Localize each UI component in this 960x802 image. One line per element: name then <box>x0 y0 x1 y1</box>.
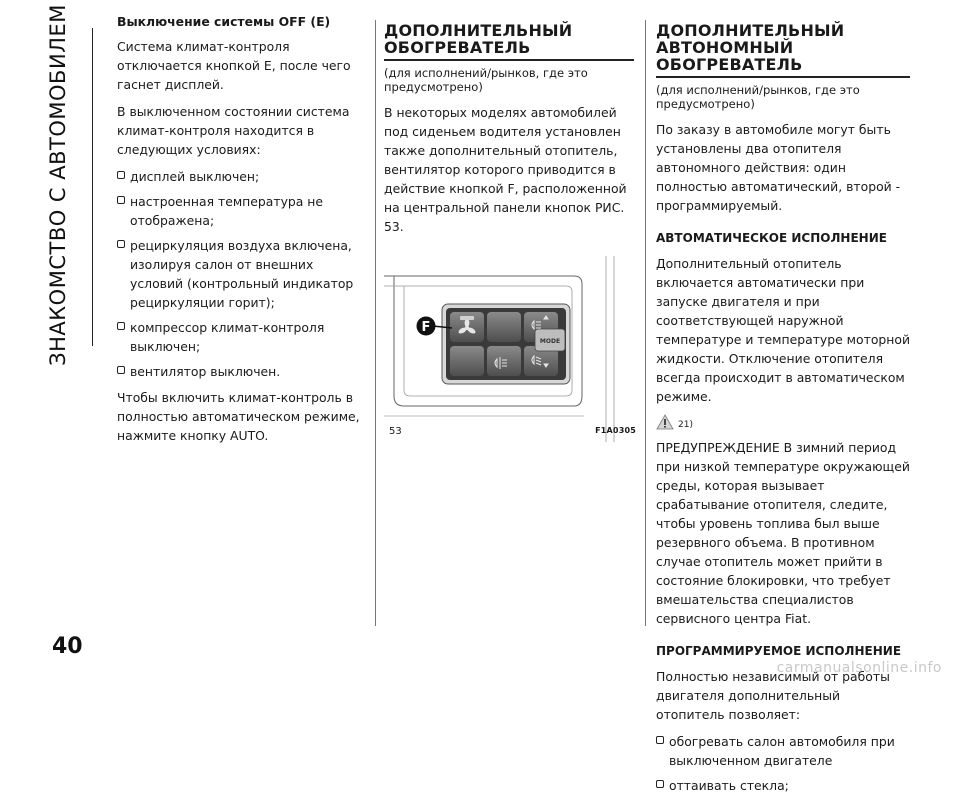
panel-button <box>487 346 521 376</box>
section-heading-aux-heater: ДОПОЛНИТЕЛЬНЫЙ ОБОГРЕВАТЕЛЬ <box>384 22 634 61</box>
paragraph: Чтобы включить климат-контроль в полностью автоматическом режиме, нажмите кнопку AUTO. <box>117 390 360 443</box>
column-divider <box>375 20 376 626</box>
figure-53 <box>384 256 636 442</box>
list-item: компрессор климат-контроля выключен; <box>117 318 365 356</box>
column-1 <box>117 12 365 453</box>
column-3 <box>656 12 910 802</box>
panel-button <box>450 346 484 376</box>
warning-paragraph: ПРЕДУПРЕЖДЕНИЕ В зимний период при низкой температуре окружающей среды, которая вызывает срабатывание отопителя, следите, чтобы уровень топлива был выше резервного объема. В противном случае отопитель может прийти в состояние блокировки, что требует вмешательства специалистов сервисного центра Fiat. <box>656 440 910 626</box>
paragraph: Дополнительный отопитель включается автоматически при запуске двигателя и при соответствующей наружной температуре и температуре моторной жидкости. Отключение отопителя всегда происходит в автоматическом режиме. <box>656 256 911 404</box>
warning-ref-number: 21) <box>678 420 693 430</box>
mode-label: MODE <box>539 338 561 345</box>
paragraph: Система климат-контроля отключается кнопкой E, после чего гаснет дисплей. <box>117 39 351 92</box>
page-number: 40 <box>52 634 83 659</box>
paragraph: Полностью независимый от работы двигателя дополнительный отопитель позволяет: <box>656 669 890 722</box>
availability-note: (для исполнений/рынков, где это предусмотрено) <box>656 83 860 111</box>
column-2 <box>384 12 634 442</box>
side-title-text: ЗНАКОМСТВО С АВТОМОБИЛЕМ <box>46 4 71 366</box>
bullet-list <box>656 732 910 795</box>
availability-note: (для исполнений/рынков, где это предусмотрено) <box>384 66 588 94</box>
side-divider <box>92 28 93 346</box>
panel-button <box>487 312 521 342</box>
warning-reference <box>656 414 910 430</box>
paragraph: В выключенном состоянии система климат-контроля находится в следующих условиях: <box>117 104 350 157</box>
button-panel-illustration <box>384 256 636 442</box>
section-heading-off: Выключение системы OFF (E) <box>117 14 331 29</box>
watermark: carmanualsonline.info <box>776 660 942 676</box>
list-item: настроенная температура не отображена; <box>117 192 365 230</box>
list-item: вентилятор выключен. <box>117 362 365 381</box>
warning-icon <box>656 414 674 430</box>
list-item: дисплей выключен; <box>117 167 365 186</box>
paragraph: По заказу в автомобиле могут быть установлены два отопителя автономного действия: один полностью автоматический, второй - программируемый. <box>656 122 901 213</box>
list-item: обогревать салон автомобиля при выключенном двигателе <box>656 732 910 770</box>
subheading-automatic: АВТОМАТИЧЕСКОЕ ИСПОЛНЕНИЕ <box>656 231 887 245</box>
figure-code: F1A0305 <box>595 426 636 435</box>
bullet-list <box>117 167 365 381</box>
subheading-programmable: ПРОГРАММИРУЕМОЕ ИСПОЛНЕНИЕ <box>656 644 902 658</box>
paragraph: В некоторых моделях автомобилей под сиденьем водителя установлен также дополнительный отопитель, вентилятор которого приводится в действие кнопкой F, расположенной на центральной панели кнопок РИС. 53. <box>384 105 627 234</box>
callout-letter: F <box>421 320 431 335</box>
section-heading-autonomous-heater: ДОПОЛНИТЕЛЬНЫЙ АВТОНОМНЫЙ ОБОГРЕВАТЕЛЬ <box>656 22 910 78</box>
figure-number: 53 <box>389 426 402 437</box>
list-item: оттаивать стекла; <box>656 776 910 795</box>
column-divider <box>645 20 646 626</box>
list-item: рециркуляция воздуха включена, изолируя салон от внешних условий (контрольный индикатор рециркуляции горит); <box>117 236 365 312</box>
side-section-title <box>28 4 88 366</box>
